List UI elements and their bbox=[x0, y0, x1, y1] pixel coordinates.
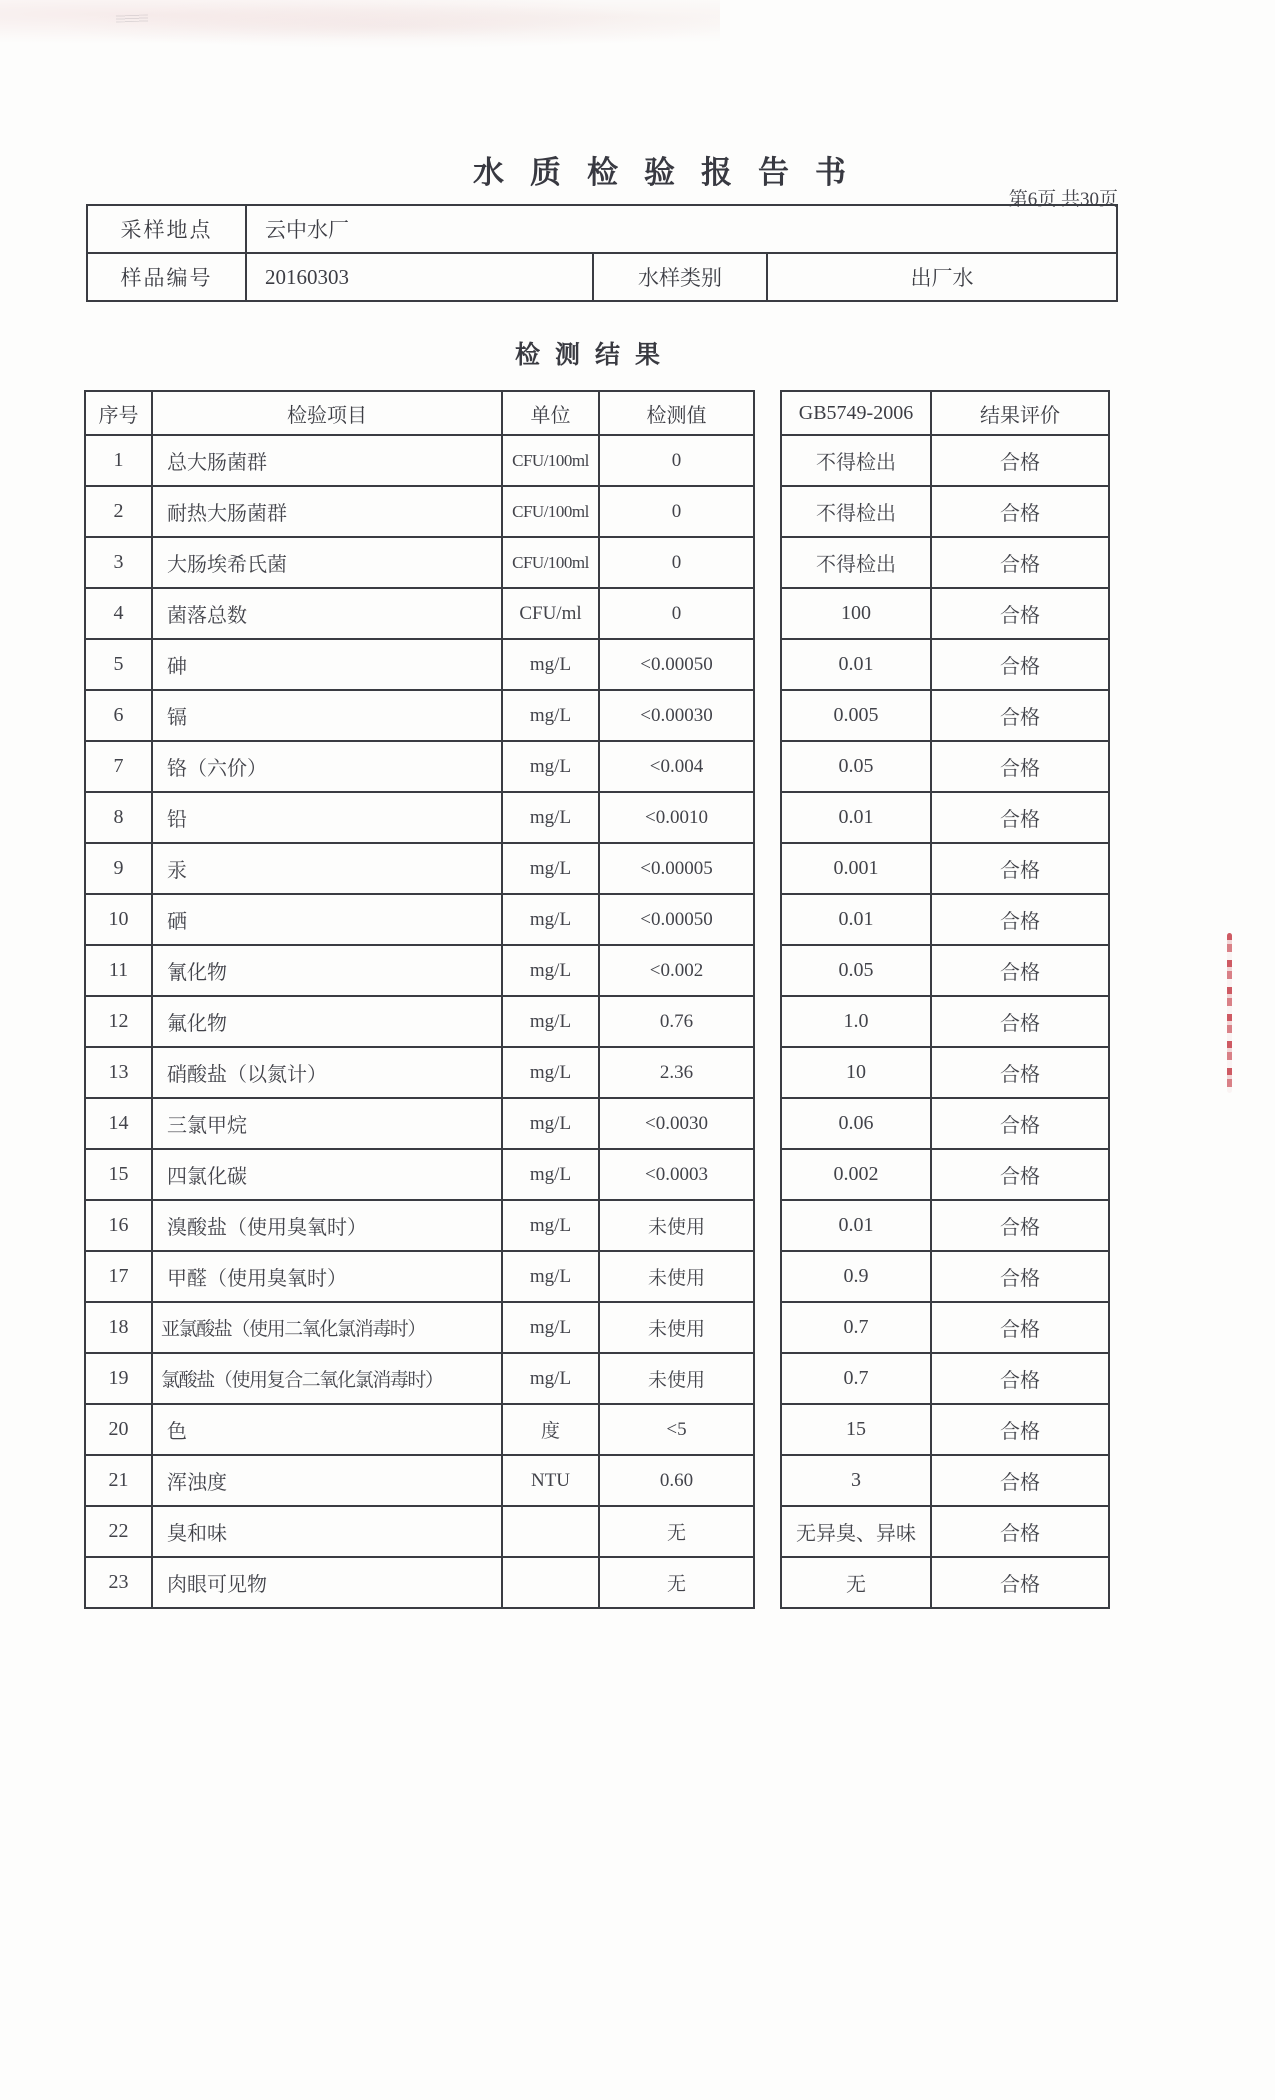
cell-unit: mg/L bbox=[502, 792, 599, 843]
cell-evaluation: 合格 bbox=[931, 639, 1109, 690]
cell-index: 2 bbox=[85, 486, 152, 537]
result-row bbox=[85, 588, 754, 639]
cell-index: 4 bbox=[85, 588, 152, 639]
cell-evaluation: 合格 bbox=[931, 741, 1109, 792]
results-table-right bbox=[780, 390, 1110, 1609]
cell-value: 无 bbox=[599, 1557, 754, 1608]
result-row bbox=[85, 741, 754, 792]
cell-value: <0.0003 bbox=[599, 1149, 754, 1200]
cell-index: 5 bbox=[85, 639, 152, 690]
cell-unit: 度 bbox=[502, 1404, 599, 1455]
cell-unit: mg/L bbox=[502, 1200, 599, 1251]
cell-index: 11 bbox=[85, 945, 152, 996]
sample-type-value: 出厂水 bbox=[767, 253, 1117, 301]
cell-standard: 无 bbox=[781, 1557, 931, 1608]
cell-standard: 不得检出 bbox=[781, 486, 931, 537]
cell-standard: 0.06 bbox=[781, 1098, 931, 1149]
sample-number-value: 20160303 bbox=[246, 253, 593, 301]
cell-index: 15 bbox=[85, 1149, 152, 1200]
cell-unit: mg/L bbox=[502, 639, 599, 690]
result-row bbox=[85, 894, 754, 945]
cell-item: 铅 bbox=[152, 792, 502, 843]
cell-value: 0 bbox=[599, 486, 754, 537]
cell-evaluation: 合格 bbox=[931, 1251, 1109, 1302]
cell-evaluation: 合格 bbox=[931, 945, 1109, 996]
result-row bbox=[781, 996, 1109, 1047]
cell-evaluation: 合格 bbox=[931, 588, 1109, 639]
header-value: 检测值 bbox=[599, 391, 754, 435]
cell-evaluation: 合格 bbox=[931, 537, 1109, 588]
cell-standard: 0.005 bbox=[781, 690, 931, 741]
sample-info-row bbox=[87, 205, 1117, 253]
cell-unit: NTU bbox=[502, 1455, 599, 1506]
results-area bbox=[84, 390, 1110, 1609]
cell-value: 0 bbox=[599, 435, 754, 486]
cell-evaluation: 合格 bbox=[931, 1098, 1109, 1149]
cell-standard: 15 bbox=[781, 1404, 931, 1455]
page-number: 第6页 共30页 bbox=[1008, 189, 1118, 210]
cell-item: 铬（六价） bbox=[152, 741, 502, 792]
result-row bbox=[781, 741, 1109, 792]
cell-value: <0.004 bbox=[599, 741, 754, 792]
result-row bbox=[781, 1098, 1109, 1149]
result-row bbox=[85, 486, 754, 537]
cell-unit: mg/L bbox=[502, 1302, 599, 1353]
result-row bbox=[781, 792, 1109, 843]
result-row bbox=[781, 894, 1109, 945]
cell-value: <0.0030 bbox=[599, 1098, 754, 1149]
cell-index: 23 bbox=[85, 1557, 152, 1608]
cell-evaluation: 合格 bbox=[931, 486, 1109, 537]
cell-index: 8 bbox=[85, 792, 152, 843]
cell-item: 砷 bbox=[152, 639, 502, 690]
header-evaluation: 结果评价 bbox=[931, 391, 1109, 435]
cell-unit: mg/L bbox=[502, 945, 599, 996]
cell-standard: 10 bbox=[781, 1047, 931, 1098]
cell-unit: mg/L bbox=[502, 1047, 599, 1098]
result-row bbox=[85, 945, 754, 996]
result-row bbox=[781, 1302, 1109, 1353]
cell-evaluation: 合格 bbox=[931, 1302, 1109, 1353]
cell-item: 氟化物 bbox=[152, 996, 502, 1047]
cell-evaluation: 合格 bbox=[931, 1200, 1109, 1251]
cell-value: 未使用 bbox=[599, 1353, 754, 1404]
cell-evaluation: 合格 bbox=[931, 1506, 1109, 1557]
cell-item: 氰化物 bbox=[152, 945, 502, 996]
result-row bbox=[781, 1557, 1109, 1608]
cell-item: 氯酸盐（使用复合二氧化氯消毒时） bbox=[152, 1353, 502, 1404]
cell-standard: 0.9 bbox=[781, 1251, 931, 1302]
result-row bbox=[85, 1404, 754, 1455]
report-title: 水质检验报告书 bbox=[473, 155, 872, 190]
result-row bbox=[781, 843, 1109, 894]
cell-value: <0.00050 bbox=[599, 894, 754, 945]
cell-item: 肉眼可见物 bbox=[152, 1557, 502, 1608]
cell-item: 总大肠菌群 bbox=[152, 435, 502, 486]
cell-item: 甲醛（使用臭氧时） bbox=[152, 1251, 502, 1302]
cell-index: 20 bbox=[85, 1404, 152, 1455]
section-title: 检测结果 bbox=[514, 342, 675, 369]
cell-index: 14 bbox=[85, 1098, 152, 1149]
cell-standard: 0.7 bbox=[781, 1353, 931, 1404]
result-row bbox=[781, 435, 1109, 486]
result-row bbox=[85, 1098, 754, 1149]
result-row bbox=[781, 639, 1109, 690]
cell-standard: 100 bbox=[781, 588, 931, 639]
result-row bbox=[85, 1251, 754, 1302]
result-row bbox=[85, 1200, 754, 1251]
cell-unit: CFU/ml bbox=[502, 588, 599, 639]
cell-evaluation: 合格 bbox=[931, 1557, 1109, 1608]
cell-unit: mg/L bbox=[502, 1149, 599, 1200]
cell-item: 镉 bbox=[152, 690, 502, 741]
cell-evaluation: 合格 bbox=[931, 690, 1109, 741]
results-header-row bbox=[85, 391, 754, 435]
cell-unit: mg/L bbox=[502, 1098, 599, 1149]
cell-evaluation: 合格 bbox=[931, 996, 1109, 1047]
cell-evaluation: 合格 bbox=[931, 843, 1109, 894]
cell-standard: 0.01 bbox=[781, 1200, 931, 1251]
cell-index: 3 bbox=[85, 537, 152, 588]
cell-value: 2.36 bbox=[599, 1047, 754, 1098]
sample-type-label: 水样类别 bbox=[593, 253, 767, 301]
cell-index: 7 bbox=[85, 741, 152, 792]
result-row bbox=[781, 1404, 1109, 1455]
result-row bbox=[85, 1353, 754, 1404]
sampling-location-label: 采样地点 bbox=[87, 205, 246, 253]
scan-pencil-mark bbox=[116, 14, 148, 22]
result-row bbox=[85, 1302, 754, 1353]
cell-index: 22 bbox=[85, 1506, 152, 1557]
cell-index: 12 bbox=[85, 996, 152, 1047]
results-header-row bbox=[781, 391, 1109, 435]
cell-evaluation: 合格 bbox=[931, 1353, 1109, 1404]
cell-standard: 0.01 bbox=[781, 792, 931, 843]
cell-value: 0.60 bbox=[599, 1455, 754, 1506]
result-row bbox=[781, 1200, 1109, 1251]
cell-item: 溴酸盐（使用臭氧时） bbox=[152, 1200, 502, 1251]
cell-value: 0 bbox=[599, 588, 754, 639]
cell-item: 汞 bbox=[152, 843, 502, 894]
cell-index: 21 bbox=[85, 1455, 152, 1506]
result-row bbox=[781, 945, 1109, 996]
cell-value: 无 bbox=[599, 1506, 754, 1557]
result-row bbox=[85, 792, 754, 843]
cell-value: 0.76 bbox=[599, 996, 754, 1047]
results-table-left bbox=[84, 390, 755, 1609]
cell-standard: 1.0 bbox=[781, 996, 931, 1047]
result-row bbox=[85, 996, 754, 1047]
cell-value: <0.0010 bbox=[599, 792, 754, 843]
cell-item: 硒 bbox=[152, 894, 502, 945]
sample-number-label: 样品编号 bbox=[87, 253, 246, 301]
cell-value: <0.002 bbox=[599, 945, 754, 996]
sample-info-table bbox=[86, 204, 1118, 302]
cell-unit: mg/L bbox=[502, 1251, 599, 1302]
cell-item: 耐热大肠菌群 bbox=[152, 486, 502, 537]
sample-info-row bbox=[87, 253, 1117, 301]
result-row bbox=[85, 1149, 754, 1200]
cell-item: 色 bbox=[152, 1404, 502, 1455]
header-unit: 单位 bbox=[502, 391, 599, 435]
result-row bbox=[781, 588, 1109, 639]
cell-item: 浑浊度 bbox=[152, 1455, 502, 1506]
result-row bbox=[85, 1455, 754, 1506]
scan-smudge bbox=[0, 0, 720, 48]
cell-index: 16 bbox=[85, 1200, 152, 1251]
cell-standard: 0.01 bbox=[781, 894, 931, 945]
cell-standard: 0.001 bbox=[781, 843, 931, 894]
cell-standard: 0.01 bbox=[781, 639, 931, 690]
result-row bbox=[85, 1557, 754, 1608]
cell-value: 未使用 bbox=[599, 1302, 754, 1353]
cell-value: <0.00050 bbox=[599, 639, 754, 690]
cell-evaluation: 合格 bbox=[931, 435, 1109, 486]
cell-standard: 0.05 bbox=[781, 741, 931, 792]
result-row bbox=[85, 1047, 754, 1098]
cell-unit: mg/L bbox=[502, 894, 599, 945]
result-row bbox=[781, 1149, 1109, 1200]
cell-unit: mg/L bbox=[502, 741, 599, 792]
result-row bbox=[781, 1455, 1109, 1506]
result-row bbox=[781, 1047, 1109, 1098]
result-row bbox=[781, 486, 1109, 537]
cell-unit: CFU/100ml bbox=[502, 435, 599, 486]
cell-standard: 0.05 bbox=[781, 945, 931, 996]
result-row bbox=[781, 1506, 1109, 1557]
cell-unit: mg/L bbox=[502, 843, 599, 894]
result-row bbox=[85, 537, 754, 588]
cell-item: 大肠埃希氏菌 bbox=[152, 537, 502, 588]
cell-standard: 不得检出 bbox=[781, 435, 931, 486]
result-row bbox=[781, 690, 1109, 741]
cell-evaluation: 合格 bbox=[931, 1149, 1109, 1200]
sampling-location-value: 云中水厂 bbox=[246, 205, 1117, 253]
cell-value: <0.00005 bbox=[599, 843, 754, 894]
cell-item: 菌落总数 bbox=[152, 588, 502, 639]
cell-index: 13 bbox=[85, 1047, 152, 1098]
cell-item: 亚氯酸盐（使用二氧化氯消毒时） bbox=[152, 1302, 502, 1353]
result-row bbox=[781, 1353, 1109, 1404]
result-row bbox=[85, 1506, 754, 1557]
cell-standard: 无异臭、异味 bbox=[781, 1506, 931, 1557]
cell-evaluation: 合格 bbox=[931, 792, 1109, 843]
result-row bbox=[85, 639, 754, 690]
cell-standard: 3 bbox=[781, 1455, 931, 1506]
cell-value: <0.00030 bbox=[599, 690, 754, 741]
cell-index: 18 bbox=[85, 1302, 152, 1353]
cell-value: <5 bbox=[599, 1404, 754, 1455]
cell-item: 四氯化碳 bbox=[152, 1149, 502, 1200]
cell-index: 9 bbox=[85, 843, 152, 894]
result-row bbox=[85, 843, 754, 894]
cell-index: 1 bbox=[85, 435, 152, 486]
cell-unit: mg/L bbox=[502, 690, 599, 741]
result-row bbox=[781, 537, 1109, 588]
cell-unit bbox=[502, 1557, 599, 1608]
result-row bbox=[781, 1251, 1109, 1302]
result-row bbox=[85, 690, 754, 741]
cell-index: 6 bbox=[85, 690, 152, 741]
cell-standard: 0.002 bbox=[781, 1149, 931, 1200]
cell-evaluation: 合格 bbox=[931, 1404, 1109, 1455]
cell-index: 17 bbox=[85, 1251, 152, 1302]
cell-unit bbox=[502, 1506, 599, 1557]
cell-value: 未使用 bbox=[599, 1200, 754, 1251]
cell-standard: 不得检出 bbox=[781, 537, 931, 588]
cell-evaluation: 合格 bbox=[931, 894, 1109, 945]
cell-evaluation: 合格 bbox=[931, 1047, 1109, 1098]
header-standard: GB5749-2006 bbox=[781, 391, 931, 435]
red-scan-mark bbox=[1227, 933, 1232, 1093]
cell-unit: CFU/100ml bbox=[502, 537, 599, 588]
header-index: 序号 bbox=[85, 391, 152, 435]
cell-item: 臭和味 bbox=[152, 1506, 502, 1557]
result-row bbox=[85, 435, 754, 486]
cell-index: 10 bbox=[85, 894, 152, 945]
cell-evaluation: 合格 bbox=[931, 1455, 1109, 1506]
cell-item: 硝酸盐（以氮计） bbox=[152, 1047, 502, 1098]
cell-unit: mg/L bbox=[502, 996, 599, 1047]
cell-unit: CFU/100ml bbox=[502, 486, 599, 537]
cell-index: 19 bbox=[85, 1353, 152, 1404]
cell-value: 0 bbox=[599, 537, 754, 588]
cell-unit: mg/L bbox=[502, 1353, 599, 1404]
cell-item: 三氯甲烷 bbox=[152, 1098, 502, 1149]
cell-value: 未使用 bbox=[599, 1251, 754, 1302]
header-item: 检验项目 bbox=[152, 391, 502, 435]
cell-standard: 0.7 bbox=[781, 1302, 931, 1353]
